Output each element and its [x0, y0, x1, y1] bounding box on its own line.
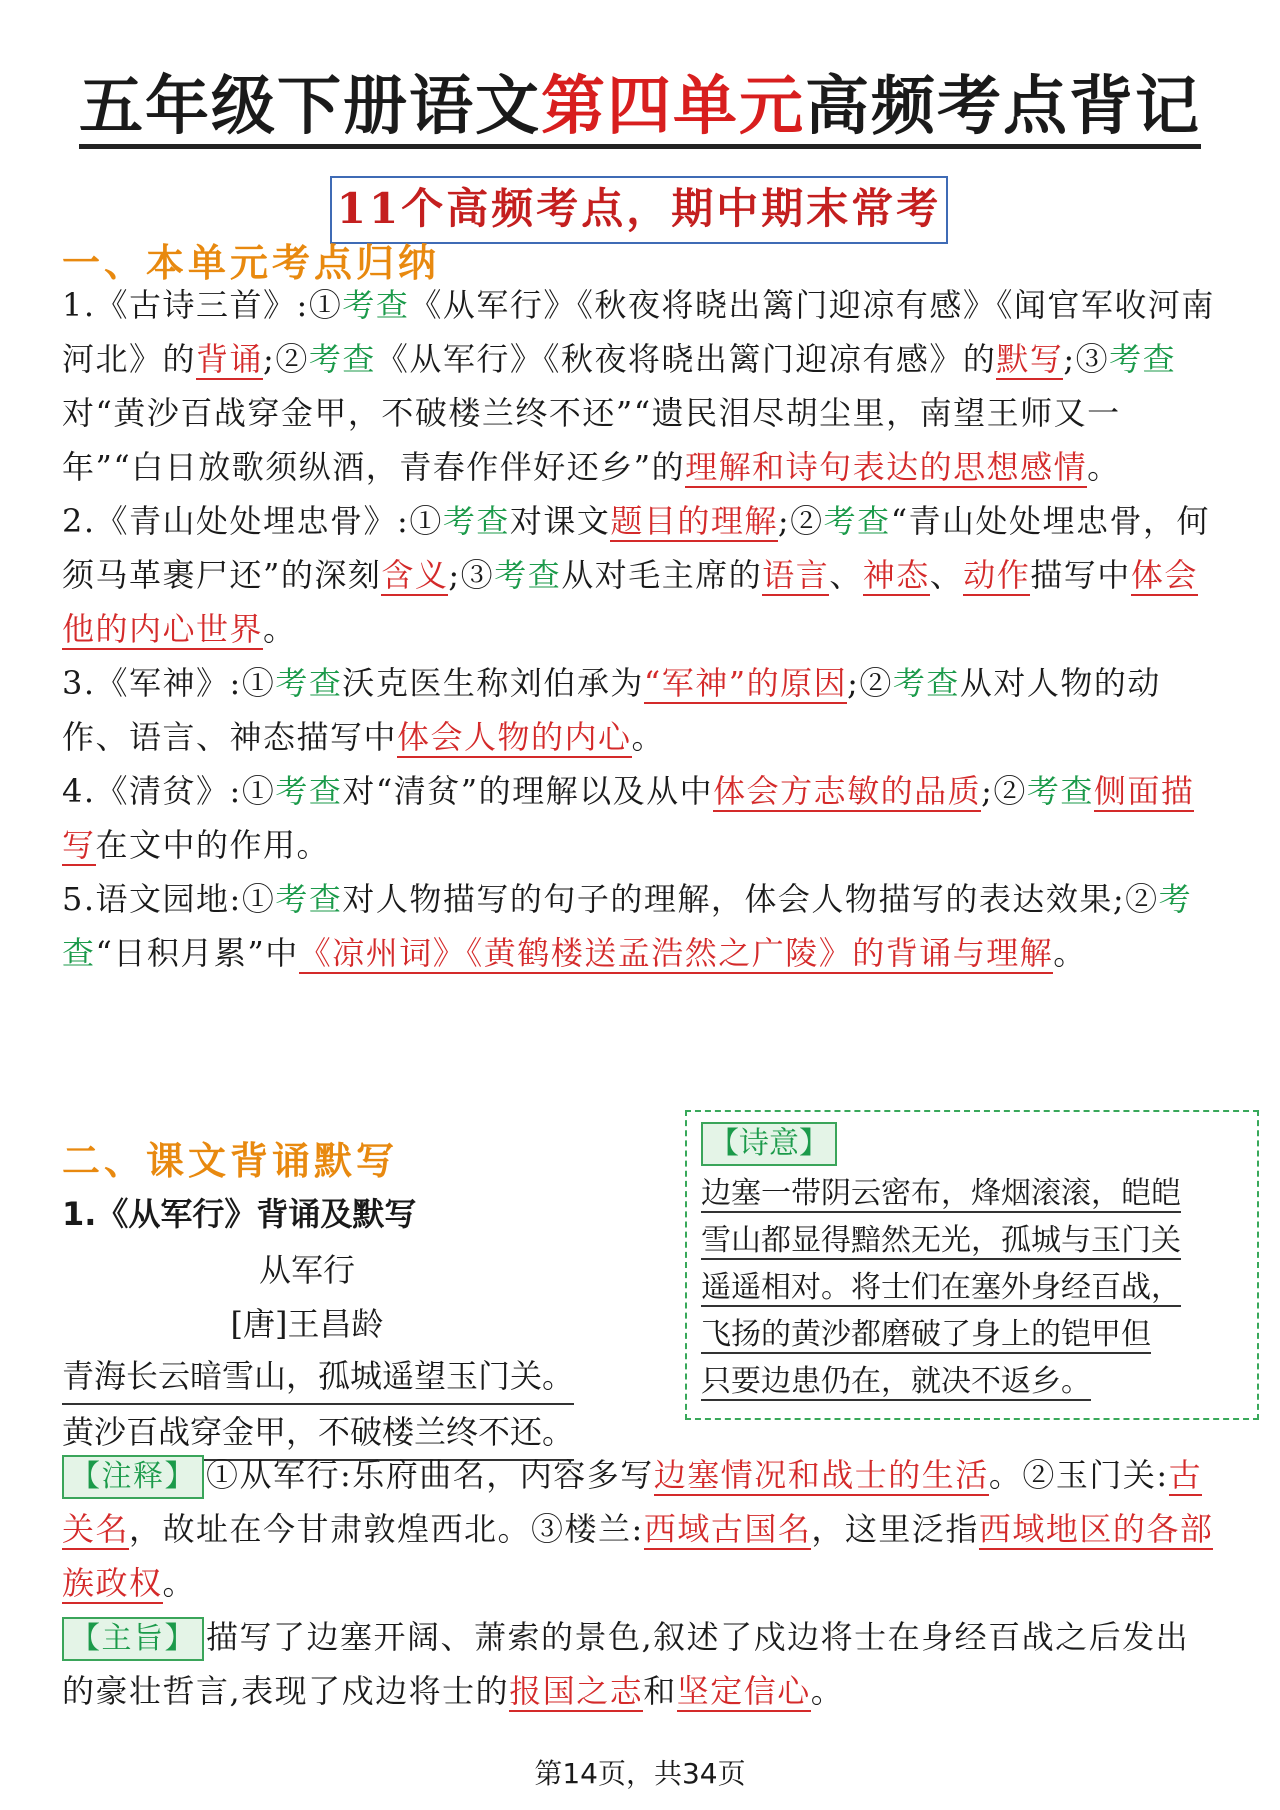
- exam-keyword: 考查: [275, 772, 343, 810]
- text-segment: ，这里泛指: [811, 1510, 979, 1548]
- text-segment: 1.《古诗三首》:①: [62, 286, 343, 324]
- key-point: 默写: [996, 340, 1064, 378]
- meaning-tag: 【诗意】: [701, 1122, 837, 1166]
- notes-paragraph: [62, 1448, 1222, 1610]
- summary-list: [62, 278, 1222, 980]
- key-point: 体会人物的内心: [397, 718, 632, 756]
- key-point: 体会方志敏的品质: [713, 772, 982, 810]
- summary-item: [62, 764, 1222, 872]
- text-segment: ，故址在今甘肃敦煌西北。③楼兰:: [129, 1510, 644, 1548]
- section-heading-summary: 一、本单元考点归纳: [62, 241, 441, 285]
- key-point: 侧面描写: [62, 772, 1195, 864]
- poem-title: 从军行: [258, 1251, 355, 1289]
- exam-keyword: 考查: [494, 556, 562, 594]
- exam-keyword: 考查: [1026, 772, 1094, 810]
- key-point: 语言: [762, 556, 830, 594]
- text-segment: 。: [162, 1564, 197, 1602]
- theme-paragraph: [62, 1610, 1222, 1718]
- text-segment: 在文中的作用。: [95, 826, 331, 864]
- title-part-topic: 高频考点背记: [805, 70, 1201, 149]
- exam-keyword: 考查: [892, 664, 960, 702]
- text-segment: 描写了边塞开阔、萧索的景色,叙述了戍边将士在身经百战之后发出的豪壮哲言,表现了戍边将士的: [62, 1618, 1190, 1710]
- text-segment: 从对毛主席的: [561, 556, 763, 594]
- text-segment: 《从军行》《秋夜将晓出篱门迎凉有感》的: [375, 340, 997, 378]
- text-segment: 3.《军神》:①: [62, 664, 276, 702]
- text-segment: ;③: [448, 556, 495, 594]
- poem-line: 黄沙百战穿金甲，不破楼兰终不还。: [62, 1407, 574, 1461]
- poem-line: 青海长云暗雪山，孤城遥望玉门关。: [62, 1351, 574, 1405]
- exam-keyword: 考查: [442, 502, 510, 540]
- key-point: 动作: [963, 556, 1031, 594]
- summary-item: [62, 494, 1222, 656]
- key-point: 理解和诗句表达的思想感情: [685, 448, 1088, 486]
- page-title: [0, 62, 1280, 152]
- text-segment: ;②: [847, 664, 893, 702]
- summary-item: [62, 656, 1222, 764]
- text-segment: 。②玉门关:: [988, 1456, 1169, 1494]
- poem-sub-heading: 1.《从军行》背诵及默写: [62, 1195, 417, 1233]
- text-segment: ①从军行:乐府曲名，内容多写: [206, 1456, 654, 1494]
- text-segment: 对“黄沙百战穿金甲，不破楼兰终不还”“遗民泪尽胡尘里，南望王师又一年”“白日放歌须纵酒，青春作伴好还乡”的: [62, 394, 1121, 486]
- key-point: 坚定信心: [676, 1672, 811, 1710]
- summary-item: [62, 278, 1222, 494]
- exam-keyword: 考查: [275, 664, 343, 702]
- poem-area: [62, 1185, 682, 1463]
- summary-item: [62, 872, 1222, 980]
- text-segment: ;②: [981, 772, 1027, 810]
- exam-keyword: 考查: [62, 880, 1193, 972]
- key-point: 报国之志: [509, 1672, 644, 1710]
- text-segment: “日积月累”中: [95, 934, 299, 972]
- meaning-text: [701, 1170, 1243, 1405]
- text-segment: 。: [1087, 448, 1121, 486]
- key-point: “军神”的原因: [643, 664, 848, 702]
- meaning-line: 雪山都显得黯然无光，孤城与玉门关: [701, 1223, 1181, 1258]
- notes-tag: 【注释】: [62, 1455, 204, 1499]
- text-segment: 、: [829, 556, 863, 594]
- key-point: 体会他的内心世界: [62, 556, 1198, 648]
- text-segment: 对“清贫”的理解以及从中: [342, 772, 714, 810]
- exam-keyword: 考查: [308, 340, 376, 378]
- key-point: 西域地区的各部族政权: [62, 1510, 1214, 1602]
- text-segment: 从对人物的动作、语言、神态描写中: [62, 664, 1161, 756]
- key-point: 含义: [381, 556, 449, 594]
- title-part-grade: 五年级下册语文: [79, 70, 541, 149]
- key-point: 《凉州词》《黄鹤楼送孟浩然之广陵》的背诵与理解: [298, 934, 1054, 972]
- key-point: 题目的理解: [610, 502, 778, 540]
- text-segment: 、: [929, 556, 964, 594]
- notes-text: [62, 1456, 1213, 1604]
- section-heading-recitation: 二、课文背诵默写: [62, 1139, 399, 1183]
- text-segment: 。: [263, 610, 297, 648]
- subtitle-box: 11个高频考点，期中期末常考: [330, 176, 948, 244]
- text-segment: 沃克医生称刘伯承为: [342, 664, 644, 702]
- meaning-line: 只要边患仍在，就决不返乡。: [701, 1364, 1091, 1399]
- text-segment: 。: [1053, 934, 1087, 972]
- text-segment: 对人物描写的句子的理解，体会人物描写的表达效果;②: [342, 880, 1159, 918]
- text-segment: 。: [810, 1672, 845, 1710]
- key-point: 西域古国名: [643, 1510, 812, 1548]
- text-segment: ;②: [263, 340, 309, 378]
- text-segment: 2.《青山处处埋忠骨》:①: [62, 502, 443, 540]
- text-segment: ;③: [1063, 340, 1110, 378]
- key-point: 背诵: [196, 340, 264, 378]
- page-number: 第14页，共34页: [534, 1757, 746, 1790]
- title-part-unit: 第四单元: [541, 70, 805, 149]
- key-point: 神态: [862, 556, 930, 594]
- key-point: 边塞情况和战士的生活: [653, 1456, 989, 1494]
- text-segment: 和: [643, 1672, 677, 1710]
- poem-meaning-box: [685, 1110, 1259, 1420]
- text-segment: 《从军行》《秋夜将晓出篱门迎凉有感》《闻官军收河南河北》的: [62, 286, 1215, 378]
- meaning-line: 边塞一带阴云密布，烽烟滚滚，皑皑: [701, 1176, 1181, 1211]
- exam-keyword: 考查: [823, 502, 891, 540]
- text-segment: 描写中: [1030, 556, 1131, 594]
- text-segment: 对课文: [509, 502, 611, 540]
- key-point: 古关名: [62, 1456, 1203, 1548]
- text-segment: ;②: [777, 502, 824, 540]
- exam-keyword: 考查: [342, 286, 410, 324]
- exam-keyword: 考查: [275, 880, 343, 918]
- meaning-line: 飞扬的黄沙都磨破了身上的铠甲但: [701, 1317, 1151, 1352]
- text-segment: “青山处处埋忠骨，何须马革裹尸还”的深刻: [62, 502, 1211, 594]
- theme-text: [62, 1618, 1189, 1712]
- theme-tag: 【主旨】: [62, 1617, 204, 1661]
- exam-keyword: 考查: [1109, 340, 1177, 378]
- text-segment: 。: [631, 718, 666, 756]
- text-segment: 5.语文园地:①: [62, 880, 276, 918]
- text-segment: 4.《清贫》:①: [62, 772, 276, 810]
- poem-author: [唐]王昌龄: [230, 1305, 384, 1343]
- meaning-line: 遥遥相对。将士们在塞外身经百战，: [701, 1270, 1181, 1305]
